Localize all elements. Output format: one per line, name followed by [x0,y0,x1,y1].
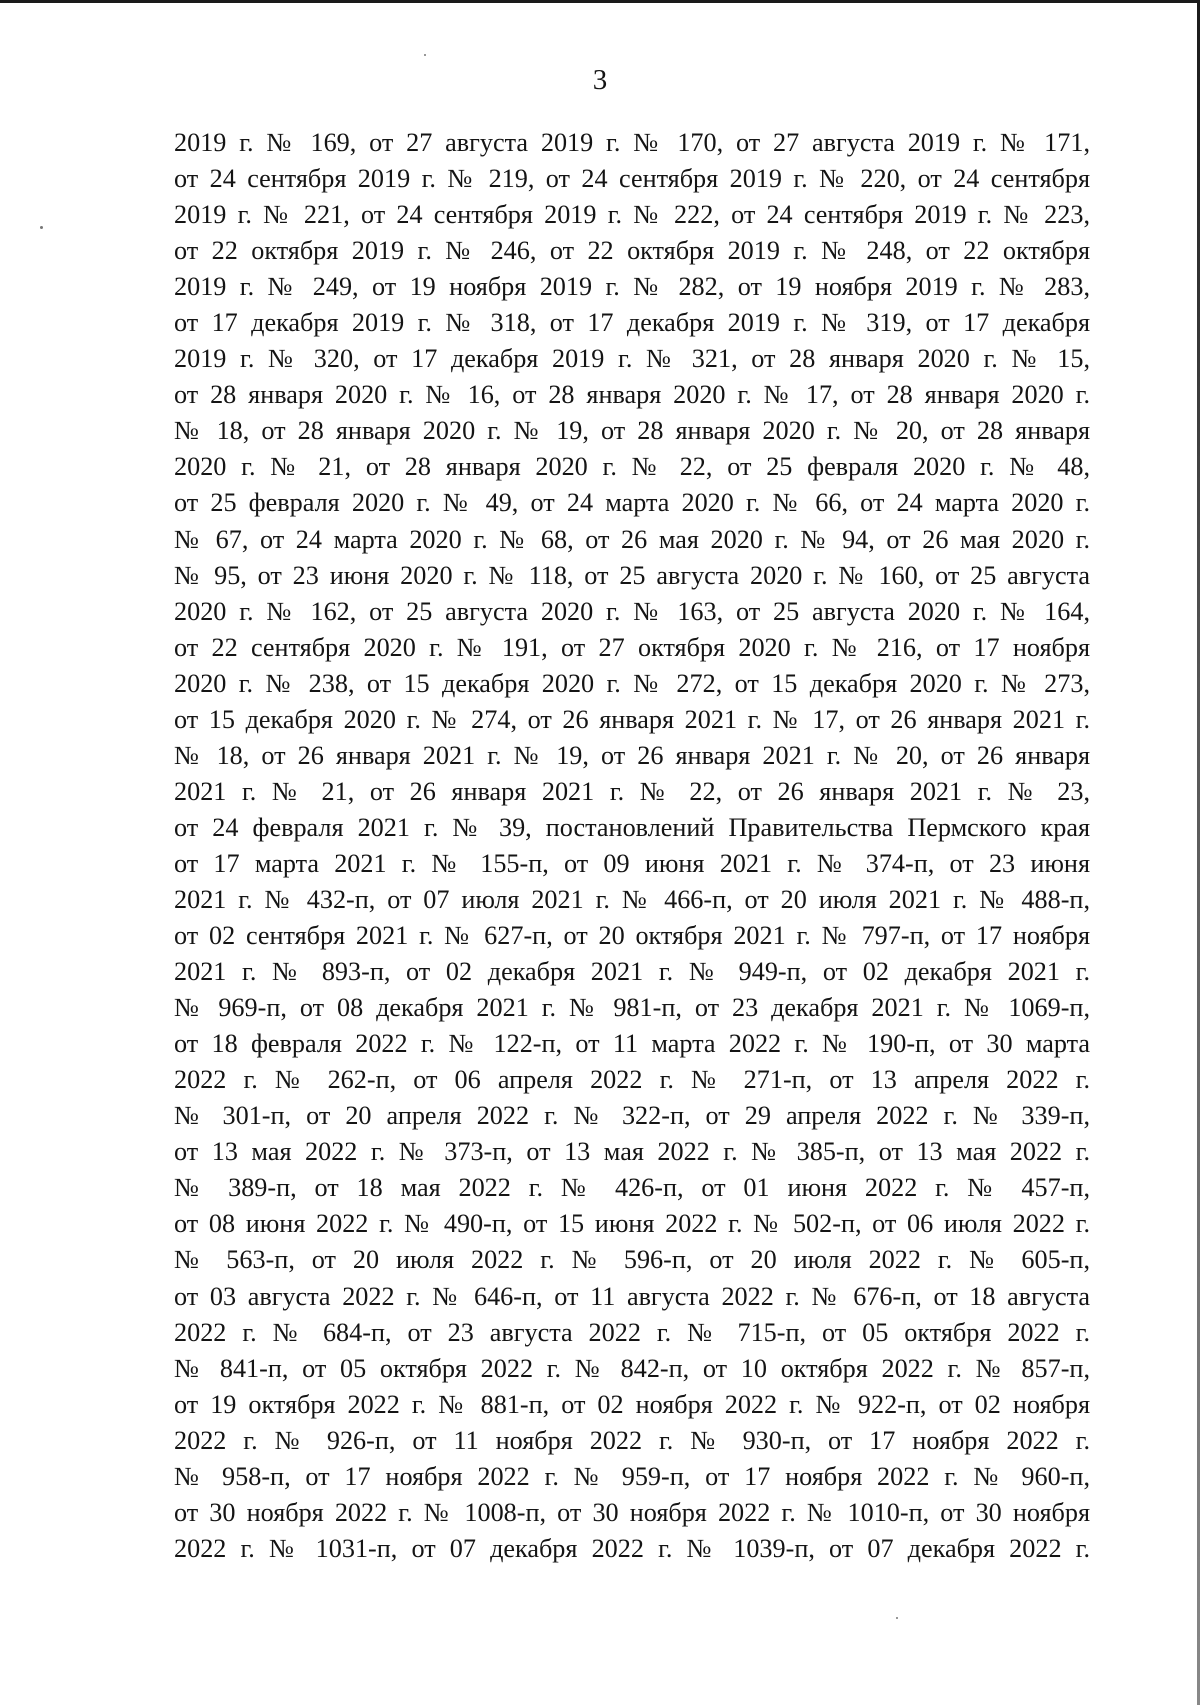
text-line: 2021 г. № 432-п, от 07 июля 2021 г. № 466-п, от 20 июля 2021 г. № 488-п, [174,884,1090,914]
text-line: 2021 г. № 893-п, от 02 декабря 2021 г. № 949-п, от 02 декабря 2021 г. [174,957,1090,987]
text-line: 2022 г. № 1031-п, от 07 декабря 2022 г. № 1039-п, от 07 декабря 2022 г. [174,1533,1090,1563]
text-line: от 13 мая 2022 г. № 373-п, от 13 мая 2022 г. № 385-п, от 13 мая 2022 г. [174,1137,1090,1167]
text-line: 2019 г. № 320, от 17 декабря 2019 г. № 321, от 28 января 2020 г. № 15, [174,344,1090,374]
text-line: № 389-п, от 18 мая 2022 г. № 426-п, от 01 июня 2022 г. № 457-п, [174,1173,1090,1203]
text-line: от 30 ноября 2022 г. № 1008-п, от 30 ноября 2022 г. № 1010-п, от 30 ноября [174,1497,1090,1527]
text-line: от 22 сентября 2020 г. № 191, от 27 октября 2020 г. № 216, от 17 ноября [174,632,1090,662]
text-line: № 563-п, от 20 июля 2022 г. № 596-п, от 20 июля 2022 г. № 605-п, [174,1245,1090,1275]
text-line: от 28 января 2020 г. № 16, от 28 января 2020 г. № 17, от 28 января 2020 г. [174,380,1090,410]
text-line: от 08 июня 2022 г. № 490-п, от 15 июня 2022 г. № 502-п, от 06 июля 2022 г. [174,1209,1090,1239]
text-line: № 18, от 26 января 2021 г. № 19, от 26 января 2021 г. № 20, от 26 января [174,740,1090,770]
body-text [174,125,1090,1567]
text-line: 2022 г. № 262-п, от 06 апреля 2022 г. № 271-п, от 13 апреля 2022 г. [174,1065,1090,1095]
text-line: от 24 сентября 2019 г. № 219, от 24 сентября 2019 г. № 220, от 24 сентября [174,164,1090,194]
text-line: № 841-п, от 05 октября 2022 г. № 842-п, от 10 октября 2022 г. № 857-п, [174,1353,1090,1383]
page-number: 3 [592,64,608,96]
scan-speck [424,54,426,56]
text-line: от 24 февраля 2021 г. № 39, постановлений Правительства Пермского края [174,812,1090,842]
text-line: № 969-п, от 08 декабря 2021 г. № 981-п, от 23 декабря 2021 г. № 1069-п, [174,993,1090,1023]
text-line: 2019 г. № 221, от 24 сентября 2019 г. № 222, от 24 сентября 2019 г. № 223, [174,200,1090,230]
text-line: № 67, от 24 марта 2020 г. № 68, от 26 мая 2020 г. № 94, от 26 мая 2020 г. [174,524,1090,554]
text-line: от 22 октября 2019 г. № 246, от 22 октября 2019 г. № 248, от 22 октября [174,236,1090,266]
text-line: от 25 февраля 2020 г. № 49, от 24 марта 2020 г. № 66, от 24 марта 2020 г. [174,488,1090,518]
text-line: № 18, от 28 января 2020 г. № 19, от 28 января 2020 г. № 20, от 28 января [174,416,1090,446]
text-line: № 95, от 23 июня 2020 г. № 118, от 25 августа 2020 г. № 160, от 25 августа [174,560,1090,590]
text-line: от 17 декабря 2019 г. № 318, от 17 декабря 2019 г. № 319, от 17 декабря [174,308,1090,338]
text-line: № 301-п, от 20 апреля 2022 г. № 322-п, от 29 апреля 2022 г. № 339-п, [174,1101,1090,1131]
text-line: 2019 г. № 169, от 27 августа 2019 г. № 170, от 27 августа 2019 г. № 171, [174,128,1090,157]
text-line: от 03 августа 2022 г. № 646-п, от 11 августа 2022 г. № 676-п, от 18 августа [174,1281,1090,1311]
text-line: от 15 декабря 2020 г. № 274, от 26 января 2021 г. № 17, от 26 января 2021 г. [174,704,1090,734]
scan-top-edge [0,0,1200,3]
text-line: 2020 г. № 162, от 25 августа 2020 г. № 163, от 25 августа 2020 г. № 164, [174,596,1090,626]
text-line: 2022 г. № 926-п, от 11 ноября 2022 г. № 930-п, от 17 ноября 2022 г. [174,1425,1090,1455]
text-line: 2020 г. № 21, от 28 января 2020 г. № 22, от 25 февраля 2020 г. № 48, [174,452,1090,482]
text-line: от 19 октября 2022 г. № 881-п, от 02 ноября 2022 г. № 922-п, от 02 ноября [174,1389,1090,1419]
text-line: 2020 г. № 238, от 15 декабря 2020 г. № 272, от 15 декабря 2020 г. № 273, [174,668,1090,698]
text-line: от 18 февраля 2022 г. № 122-п, от 11 марта 2022 г. № 190-п, от 30 марта [174,1029,1090,1059]
text-line: № 958-п, от 17 ноября 2022 г. № 959-п, от 17 ноября 2022 г. № 960-п, [174,1461,1090,1491]
text-line: от 02 сентября 2021 г. № 627-п, от 20 октября 2021 г. № 797-п, от 17 ноября [174,921,1090,951]
scan-speck [40,226,43,229]
text-line: от 17 марта 2021 г. № 155-п, от 09 июня 2021 г. № 374-п, от 23 июня [174,848,1090,878]
text-line: 2022 г. № 684-п, от 23 августа 2022 г. № 715-п, от 05 октября 2022 г. [174,1317,1090,1347]
text-line: 2019 г. № 249, от 19 ноября 2019 г. № 282, от 19 ноября 2019 г. № 283, [174,272,1090,302]
text-line: 2021 г. № 21, от 26 января 2021 г. № 22, от 26 января 2021 г. № 23, [174,776,1090,806]
scan-speck [896,1617,898,1619]
